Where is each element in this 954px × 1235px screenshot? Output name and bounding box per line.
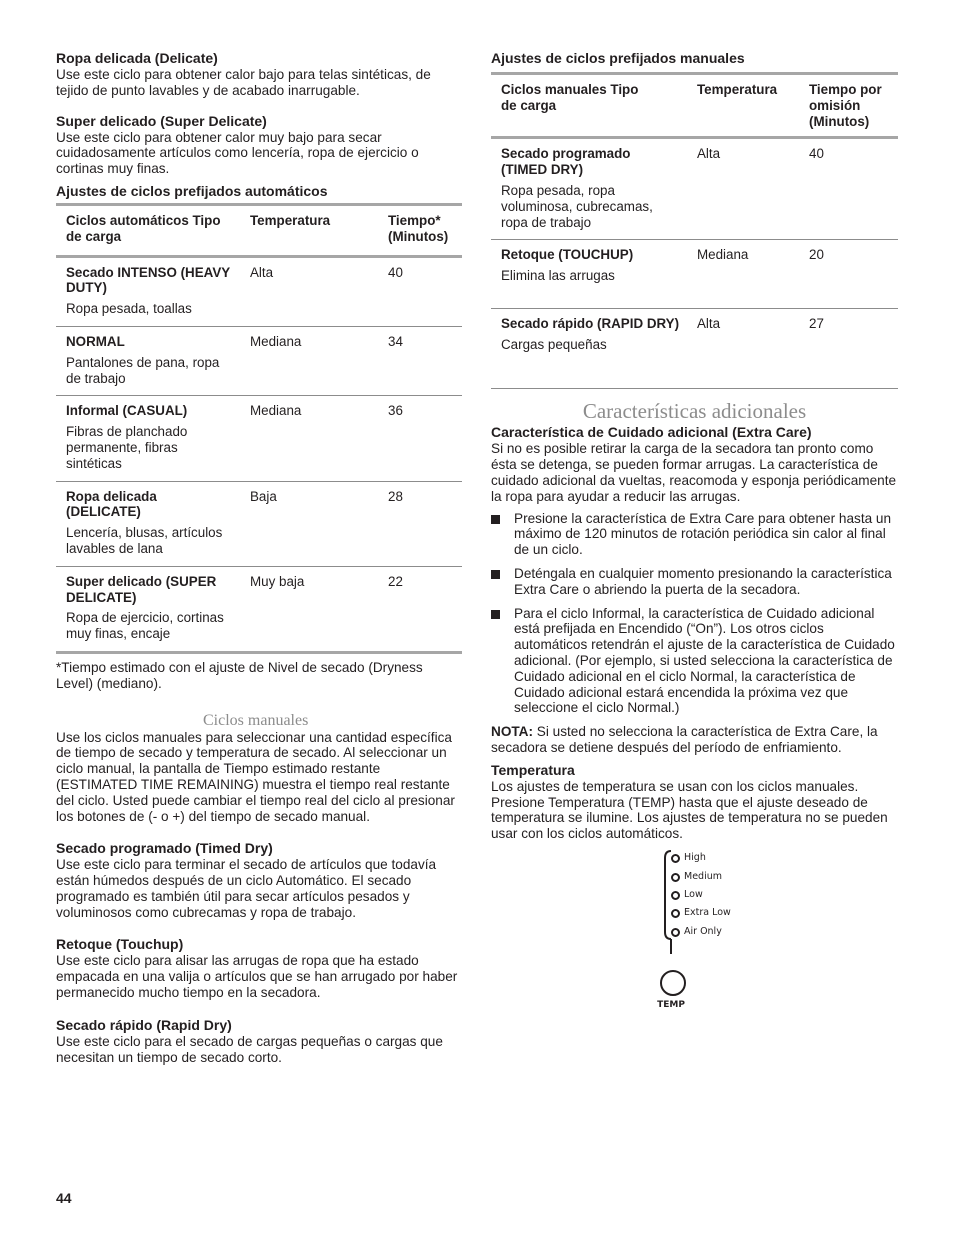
indicator-light-icon	[671, 854, 680, 863]
cycle-time: 40	[378, 256, 462, 326]
indicator-light-icon	[671, 928, 680, 937]
table-row	[56, 326, 462, 395]
cycle-time: 27	[799, 309, 898, 389]
cycle-time: 20	[799, 240, 898, 309]
page-number: 44	[56, 1190, 72, 1206]
load-type: Lencería, blusas, artículos lavables de lana	[66, 525, 223, 556]
cycle-name: Ropa delicada (DELICATE)	[66, 488, 157, 520]
auto-table-title: Ajustes de ciclos prefijados automáticos	[56, 182, 328, 199]
temperature-text: Los ajustes de temperatura se usan con los ciclos manuales. Presione Temperatura (TEMP) hasta que el ajuste deseado de temperatura se ilumine. Los ajustes de temperatura no se pueden usar con los ciclos automáticos.	[491, 778, 888, 842]
load-type: Pantalones de pana, ropa de trabajo	[66, 354, 220, 386]
load-type: Cargas pequeñas	[501, 337, 607, 353]
temperature-heading: Temperatura	[491, 761, 575, 778]
cycle-name: Retoque (TOUCHUP)	[501, 247, 634, 263]
manual-table-title: Ajustes de ciclos prefijados manuales	[491, 50, 745, 66]
extra-care-heading: Característica de Cuidado adicional (Extra Care)	[491, 424, 812, 441]
temp-control-diagram	[655, 846, 765, 1016]
note-label: NOTA:	[491, 724, 534, 740]
cycle-name: Secado programado (TIMED DRY)	[501, 146, 631, 178]
note-text: Si usted no selecciona la característica de Extra Care, la secadora se detiene después del período de enfriamiento.	[491, 724, 878, 755]
cycle-temp: Alta	[240, 256, 378, 326]
header-temperature: Temperatura	[687, 74, 799, 138]
header-temperature: Temperatura	[240, 204, 378, 256]
indicator-light-icon	[671, 909, 680, 918]
cycle-time: 36	[378, 396, 462, 481]
cycle-time: 34	[378, 326, 462, 395]
cycle-time: 40	[799, 138, 898, 240]
cycle-temp: Alta	[687, 309, 799, 389]
cycle-name: Super delicado (SUPER DELICATE)	[66, 573, 217, 605]
load-type: Ropa pesada, ropa voluminosa, cubrecamas, ropa de trabajo	[501, 182, 653, 230]
timed-dry-text: Use este ciclo para terminar el secado de artículos que todavía están húmedos después de un ciclo Automático. El secado programado es también útil para secar artículos pesados y voluminosos como cubrecamas y ropa de trabajo.	[56, 857, 437, 920]
header-cycle: Ciclos automáticos Tipo de carga	[56, 204, 240, 256]
cycle-temp: Mediana	[240, 326, 378, 395]
manual-cycles-table	[491, 72, 898, 389]
temp-level-label: Extra Low	[684, 907, 731, 918]
cycle-name: NORMAL	[66, 333, 125, 349]
header-time: Tiempo por omisión (Minutos)	[799, 74, 898, 138]
cycle-temp: Mediana	[687, 240, 799, 309]
indicator-light-icon	[671, 873, 680, 882]
timed-dry-heading: Secado programado (Timed Dry)	[56, 840, 273, 857]
rapid-dry-text: Use este ciclo para el secado de cargas pequeñas o cargas que necesitan un tiempo de secado corto.	[56, 1033, 443, 1065]
temp-level-label: High	[684, 852, 706, 863]
cycle-time: 28	[378, 481, 462, 566]
extra-care-list	[491, 511, 898, 717]
cycle-temp: Muy baja	[240, 566, 378, 652]
temp-button-label: TEMP	[657, 1000, 685, 1010]
delicate-heading: Ropa delicada (Delicate)	[56, 50, 218, 66]
touchup-heading: Retoque (Touchup)	[56, 936, 184, 953]
load-type: Fibras de planchado permanente, fibras sintéticas	[66, 424, 188, 471]
temp-level-label: Low	[684, 889, 703, 900]
list-item: Para el ciclo Informal, la característica de Cuidado adicional está prefijada en Encendido (“On”). Los otros ciclos automáticos retendrán el ajuste de la característica de Cuidado adicional. (Por ejemplo, si usted selecciona la característica de Cuidado adicional en el ciclo Normal, la característica de Cuidado adicional estará encendida la próxima vez que seleccione el ciclo Normal.)	[491, 606, 898, 717]
table-row	[491, 309, 898, 389]
list-item: Presione la característica de Extra Care para obtener hasta un máximo de 120 minutos de rotación periódica sin calor al final de un ciclo.	[491, 511, 898, 558]
delicate-text: Use este ciclo para obtener calor bajo para telas sintéticas, de tejido de punto lavables y de acabado inarrugable.	[56, 67, 431, 98]
manual-cycles-heading: Ciclos manuales	[203, 711, 309, 729]
table-row	[56, 481, 462, 566]
super-delicate-heading: Super delicado (Super Delicate)	[56, 112, 267, 129]
temp-level-label: Air Only	[684, 926, 722, 937]
right-column	[491, 50, 898, 842]
indicator-light-icon	[671, 891, 680, 900]
load-type: Elimina las arrugas	[501, 268, 615, 284]
load-type: Ropa pesada, toallas	[66, 301, 192, 317]
temp-level-label: Medium	[684, 871, 722, 882]
extra-care-note	[491, 724, 898, 756]
cycle-temp: Baja	[240, 481, 378, 566]
header-cycle: Ciclos manuales Tipo de carga	[491, 74, 687, 138]
cycle-time: 22	[378, 566, 462, 652]
left-column	[56, 50, 462, 1065]
table-row	[56, 256, 462, 326]
load-type: Ropa de ejercicio, cortinas muy finas, encaje	[66, 610, 224, 642]
table-row	[56, 396, 462, 481]
table-row	[491, 138, 898, 240]
list-item: Deténgala en cualquier momento presionando la característica Extra Care o abriendo la puerta de la secadora.	[491, 566, 898, 598]
cycle-name: Informal (CASUAL)	[66, 403, 188, 419]
manual-table-header	[491, 74, 898, 138]
touchup-text: Use este ciclo para alisar las arrugas de ropa que ha estado empacada en una valija o artículos que se han arrugado por haber permanecido mucho tiempo en la secadora.	[56, 953, 458, 1001]
cycle-name: Secado rápido (RAPID DRY)	[501, 316, 680, 332]
manual-cycles-text: Use los ciclos manuales para seleccionar una cantidad específica de tiempo de secado y temperatura de secado. Al seleccionar un ciclo manual, la pantalla de Tiempo estimado restante (ESTIMATED TIME REMAINING) muestra el tiempo real restante del ciclo. Usted puede cambiar el tiempo real del ciclo al presionar los botones de (- o +) del tiempo de secado manual.	[56, 729, 455, 824]
level-bracket-icon	[655, 846, 675, 956]
auto-cycles-table	[56, 203, 462, 654]
table-footnote: *Tiempo estimado con el ajuste de Nivel de secado (Dryness Level) (mediano).	[56, 659, 423, 691]
rapid-dry-heading: Secado rápido (Rapid Dry)	[56, 1016, 232, 1033]
table-row	[56, 566, 462, 652]
features-heading: Características adicionales	[582, 399, 807, 424]
table-row	[491, 240, 898, 309]
super-delicate-text: Use este ciclo para obtener calor muy bajo para secar cuidadosamente artículos como lencería, ropa de ejercicio o cortinas muy finas.	[56, 129, 419, 177]
extra-care-text: Si no es posible retirar la carga de la secadora tan pronto como ésta se detenga, se pueden formar arrugas. La característica de cuidado adicional da vueltas, reacomoda y esponja periódicamente la ropa para ayudar a reducir las arrugas.	[491, 441, 897, 504]
temp-button[interactable]	[660, 970, 686, 996]
cycle-temp: Alta	[687, 138, 799, 240]
auto-table-header	[56, 204, 462, 256]
cycle-temp: Mediana	[240, 396, 378, 481]
cycle-name: Secado INTENSO (HEAVY DUTY)	[66, 264, 230, 296]
header-time: Tiempo* (Minutos)	[378, 204, 462, 256]
